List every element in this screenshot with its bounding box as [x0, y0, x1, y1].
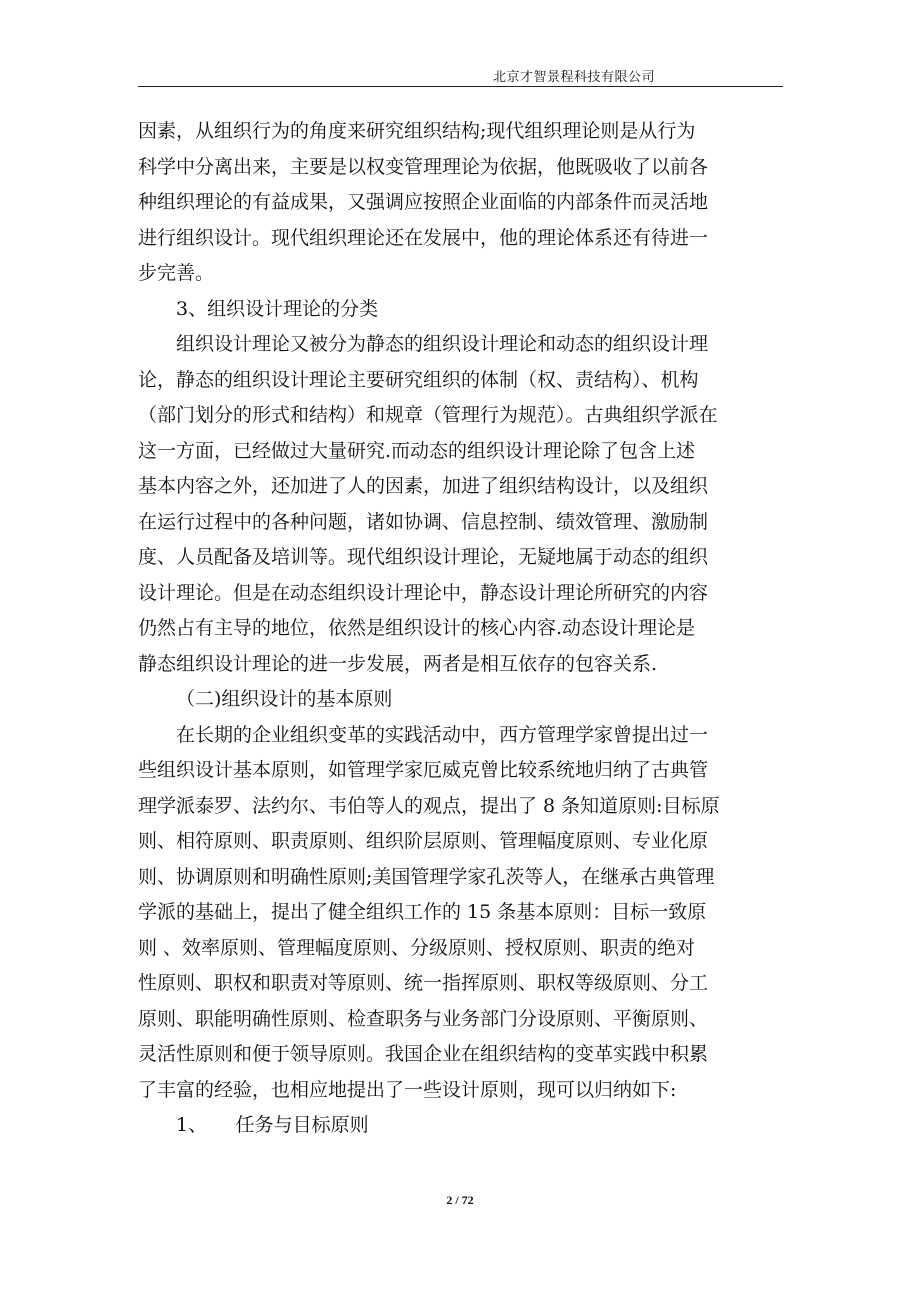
text-line: 则、相符原则、职责原则、组织阶层原则、管理幅度原则、专业化原	[138, 830, 709, 852]
company-name: 北京才智景程科技有限公司	[492, 70, 655, 85]
text-line: 理学派泰罗、法约尔、韦伯等人的观点，提出了 8 条知道原则:目标原	[138, 794, 720, 817]
text-line: 了丰富的经验，也相应地提出了一些设计原则，现可以归纳如下:	[138, 1078, 677, 1101]
text-line: 组织设计理论又被分为静态的组织设计理论和动态的组织设计理	[176, 333, 709, 355]
text-line: 静态组织设计理论的进一步发展，两者是相互依存的包容关系.	[138, 652, 658, 675]
text-line: 步完善。	[138, 262, 215, 284]
document-body	[138, 118, 784, 1148]
text-line: 科学中分离出来，主要是以权变管理理论为依据，他既吸收了以前各	[138, 155, 709, 178]
text-line: 学派的基础上，提出了健全组织工作的 15 条基本原则：目标一致原	[138, 901, 707, 923]
text-line: 性原则、职权和职责对等原则、统一指挥原则、职权等级原则、分工	[138, 972, 709, 994]
text-line: 仍然占有主导的地位，依然是组织设计的核心内容.动态设计理论是	[138, 617, 696, 639]
text-line: 原则、职能明确性原则、检查职务与业务部门分设原则、平衡原则、	[138, 1007, 709, 1030]
section-heading: 3、组织设计理论的分类	[176, 297, 379, 320]
text-line: 种组织理论的有益成果，又强调应按照企业面临的内部条件而灵活地	[138, 191, 709, 213]
page-header	[138, 62, 783, 87]
list-item-heading: 1、 任务与目标原则	[176, 1114, 369, 1136]
text-line: 进行组织设计。现代组织理论还在发展中，他的理论体系还有待进一	[138, 226, 709, 249]
text-line: 论，静态的组织设计理论主要研究组织的体制（权、责结构）、机构	[138, 368, 699, 391]
text-line: 在长期的企业组织变革的实践活动中，西方管理学家曾提出过一	[176, 723, 709, 746]
text-line: 设计理论。但是在动态组织设计理论中，静态设计理论所研究的内容	[138, 581, 709, 604]
page-number: 2 / 72	[446, 1193, 474, 1207]
text-line: 度、人员配备及培训等。现代组织设计理论，无疑地属于动态的组织	[138, 546, 709, 568]
text-line: 基本内容之外，还加进了人的因素，加进了组织结构设计，以及组织	[138, 475, 709, 497]
text-line: 灵活性原则和便于领导原则。我国企业在组织结构的变革实践中积累	[138, 1043, 709, 1065]
text-line: 则 、效率原则、管理幅度原则、分级原则、授权原则、职责的绝对	[138, 936, 696, 959]
text-line: （部门划分的形式和结构）和规章（管理行为规范）。古典组织学派在	[138, 404, 718, 426]
text-line: 这一方面，已经做过大量研究.而动态的组织设计理论除了包含上述	[138, 439, 696, 462]
text-line: 因素，从组织行为的角度来研究组织结构;现代组织理论则是从行为	[138, 120, 696, 142]
text-line: 在运行过程中的各种问题，诸如协调、信息控制、绩效管理、激励制	[138, 510, 709, 533]
section-heading: （二)组织设计的基本原则	[176, 688, 393, 710]
text-line: 则、协调原则和明确性原则;美国管理学家孔茨等人，在继承古典管理	[138, 865, 715, 888]
text-line: 些组织设计基本原则，如管理学家厄威克曾比较系统地归纳了古典管	[138, 759, 709, 781]
